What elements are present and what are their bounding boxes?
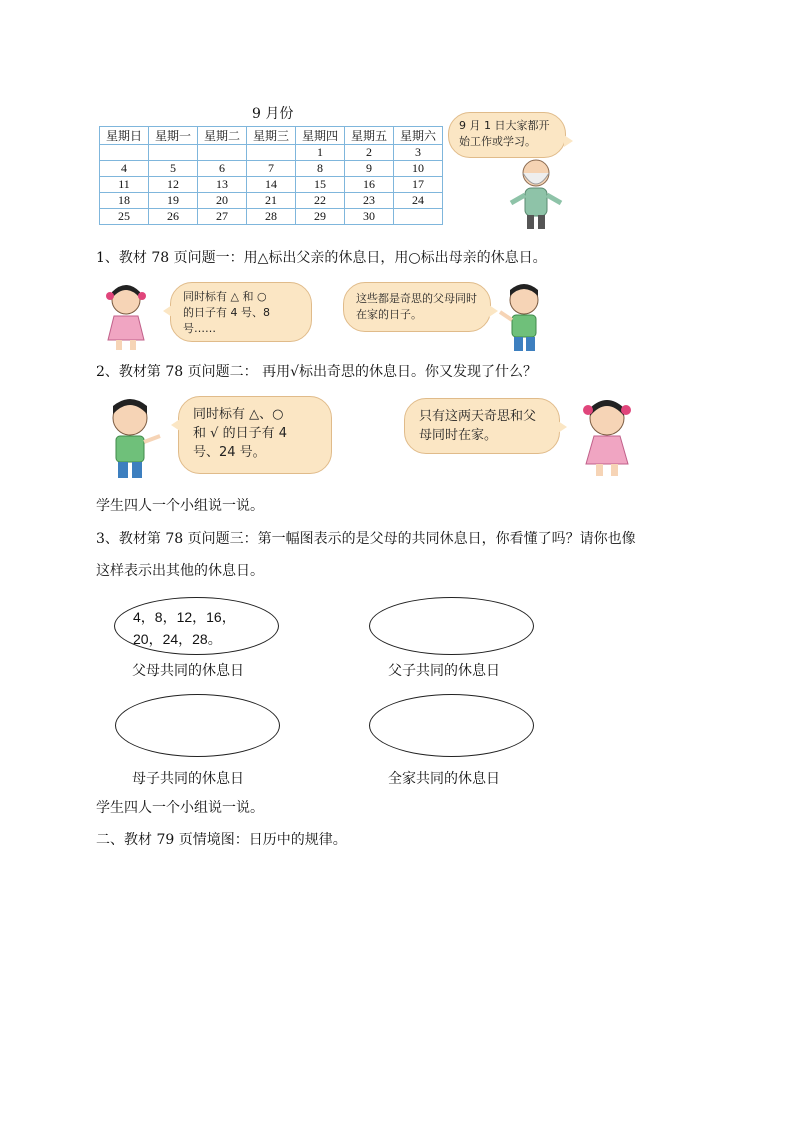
calendar-day: 21 <box>247 193 296 209</box>
calendar-day: 8 <box>296 161 345 177</box>
calendar-day: 16 <box>345 177 394 193</box>
girl-speech-bubble-q2 <box>404 398 560 454</box>
grandpa-speech-text: 9 月 1 日大家都开始工作或学习。 <box>459 119 550 148</box>
calendar-day <box>247 145 296 161</box>
calendar-day: 26 <box>149 209 198 225</box>
oval-text-line: 4，8，12，16， <box>133 609 236 625</box>
calendar-day: 15 <box>296 177 345 193</box>
calendar-day: 23 <box>345 193 394 209</box>
bubble-text: 和 <box>193 426 207 441</box>
discussion-note: 学生四人一个小组说一说。 <box>96 800 264 816</box>
triangle-icon: △ <box>249 407 260 422</box>
oval-father-child[interactable] <box>369 597 534 655</box>
calendar-day: 10 <box>394 161 443 177</box>
checkmark-icon: √ <box>210 426 219 441</box>
caption-whole-family: 全家共同的休息日 <box>388 771 500 787</box>
bubble-text: 只有这两天奇思和父母同时在家。 <box>419 409 537 443</box>
section-2-heading: 二、教材 79 页情境图：日历中的规律。 <box>96 832 347 848</box>
bubble-text: 号、24 号。 <box>193 445 266 460</box>
calendar-day: 18 <box>100 193 149 209</box>
calendar-day: 27 <box>198 209 247 225</box>
calendar-day: 12 <box>149 177 198 193</box>
calendar-table <box>99 126 443 225</box>
calendar-header: 星期日 <box>100 127 149 145</box>
calendar-title: 9 月份 <box>252 106 294 122</box>
grandpa-speech-bubble <box>448 112 566 158</box>
calendar-day <box>198 145 247 161</box>
girl-illustration <box>574 396 640 478</box>
oval-parents <box>114 597 279 655</box>
calendar-header: 星期三 <box>247 127 296 145</box>
bubble-text: 、 <box>259 407 273 422</box>
oval-whole-family[interactable] <box>369 694 534 757</box>
calendar-day: 9 <box>345 161 394 177</box>
calendar-week <box>100 209 443 225</box>
question-3-line-2: 这样表示出其他的休息日。 <box>96 563 264 579</box>
calendar-day: 22 <box>296 193 345 209</box>
calendar-day: 20 <box>198 193 247 209</box>
oval-text-line: 20，24，28。 <box>133 631 222 647</box>
boy-speech-bubble-q2 <box>178 396 332 474</box>
bubble-text: 同时标有 <box>193 407 246 422</box>
oval-mother-child[interactable] <box>115 694 280 757</box>
boy-speech-bubble-q1 <box>343 282 491 332</box>
girl-illustration <box>100 282 152 352</box>
calendar-day: 19 <box>149 193 198 209</box>
triangle-icon: △ <box>230 290 239 303</box>
calendar-day: 3 <box>394 145 443 161</box>
calendar-day: 11 <box>100 177 149 193</box>
boy-illustration <box>496 282 554 354</box>
caption-mother-child: 母子共同的休息日 <box>132 771 244 787</box>
calendar-day: 7 <box>247 161 296 177</box>
grandpa-illustration <box>505 155 567 233</box>
calendar-day: 28 <box>247 209 296 225</box>
oval-parents-content <box>115 598 278 650</box>
calendar-day: 6 <box>198 161 247 177</box>
question-2: 2、教材第 78 页问题二： 再用√标出奇思的休息日。你又发现了什么？ <box>96 364 537 380</box>
calendar-day: 30 <box>345 209 394 225</box>
calendar-day: 4 <box>100 161 149 177</box>
calendar-day: 5 <box>149 161 198 177</box>
calendar-day: 29 <box>296 209 345 225</box>
caption-parents: 父母共同的休息日 <box>132 663 244 679</box>
circle-icon: ○ <box>256 290 267 303</box>
calendar-day: 13 <box>198 177 247 193</box>
calendar-day <box>149 145 198 161</box>
calendar-header-row <box>100 127 443 145</box>
calendar-day: 24 <box>394 193 443 209</box>
calendar-header: 星期五 <box>345 127 394 145</box>
calendar-header: 星期一 <box>149 127 198 145</box>
calendar-week <box>100 177 443 193</box>
calendar-day: 2 <box>345 145 394 161</box>
question-1: 1、教材 78 页问题一：用△标出父亲的休息日，用○标出母亲的休息日。 <box>96 250 547 266</box>
bubble-text: 的日子有 4 号、8 号…… <box>183 306 270 335</box>
calendar-week <box>100 161 443 177</box>
boy-illustration <box>100 396 166 482</box>
caption-father-child: 父子共同的休息日 <box>388 663 500 679</box>
girl-speech-bubble-q1 <box>170 282 312 342</box>
calendar-week <box>100 145 443 161</box>
circle-icon: ○ <box>272 407 284 422</box>
calendar-day: 25 <box>100 209 149 225</box>
calendar-day <box>100 145 149 161</box>
question-3-line-1: 3、教材第 78 页问题三：第一幅图表示的是父母的共同休息日，你看懂了吗？请你也像 <box>96 531 636 547</box>
bubble-text: 的日子有 4 <box>222 426 287 441</box>
bubble-text: 同时标有 <box>183 290 227 303</box>
discussion-note: 学生四人一个小组说一说。 <box>96 498 264 514</box>
bubble-text: 这些都是奇思的父母同时在家的日子。 <box>356 292 477 321</box>
calendar-day <box>394 209 443 225</box>
calendar-week <box>100 193 443 209</box>
calendar-header: 星期六 <box>394 127 443 145</box>
calendar-day: 17 <box>394 177 443 193</box>
calendar-header: 星期二 <box>198 127 247 145</box>
calendar-day: 1 <box>296 145 345 161</box>
calendar-day: 14 <box>247 177 296 193</box>
bubble-text: 和 <box>242 290 254 303</box>
calendar-header: 星期四 <box>296 127 345 145</box>
